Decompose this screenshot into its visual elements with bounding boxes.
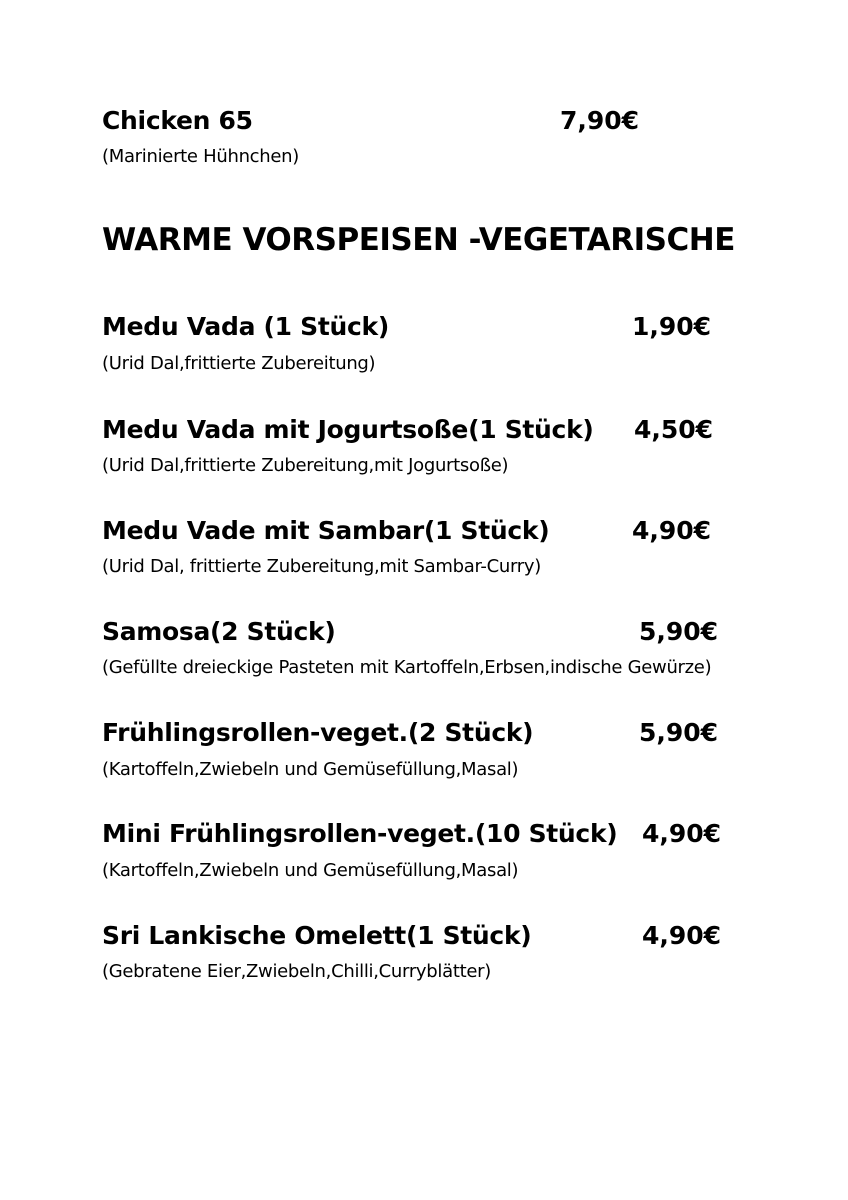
item-name: Chicken 65 [102, 106, 253, 135]
item-price: 4,90€ [642, 819, 722, 848]
item-name: Frühlingsrollen-veget.(2 Stück) [102, 718, 534, 747]
item-name: Medu Vada mit Jogurtsoße(1 Stück) [102, 415, 594, 444]
item-price: 4,50€ [634, 415, 714, 444]
item-price: 4,90€ [632, 516, 712, 545]
item-name: Sri Lankische Omelett(1 Stück) [102, 921, 532, 950]
item-name: Medu Vada (1 Stück) [102, 312, 390, 341]
item-description: (Urid Dal,frittierte Zubereitung) [102, 353, 376, 374]
item-description: (Kartoffeln,Zwiebeln und Gemüsefüllung,Masal) [102, 860, 519, 881]
item-price: 7,90€ [560, 106, 640, 135]
item-name: Medu Vade mit Sambar(1 Stück) [102, 516, 550, 545]
item-price: 1,90€ [632, 312, 712, 341]
item-description: (Urid Dal, frittierte Zubereitung,mit Sambar-Curry) [102, 556, 541, 577]
item-price: 5,90€ [639, 718, 719, 747]
item-description: (Gefüllte dreieckige Pasteten mit Kartoffeln,Erbsen,indische Gewürze) [102, 657, 712, 678]
item-description: (Urid Dal,frittierte Zubereitung,mit Jogurtsoße) [102, 455, 509, 476]
item-description: (Kartoffeln,Zwiebeln und Gemüsefüllung,Masal) [102, 759, 519, 780]
item-name: Samosa(2 Stück) [102, 617, 336, 646]
section-heading: WARME VORSPEISEN -VEGETARISCHE [102, 222, 735, 258]
item-name: Mini Frühlingsrollen-veget.(10 Stück) [102, 819, 618, 848]
item-description: (Gebratene Eier,Zwiebeln,Chilli,Curryblätter) [102, 961, 491, 982]
item-description: (Marinierte Hühnchen) [102, 146, 299, 167]
item-price: 5,90€ [639, 617, 719, 646]
item-price: 4,90€ [642, 921, 722, 950]
